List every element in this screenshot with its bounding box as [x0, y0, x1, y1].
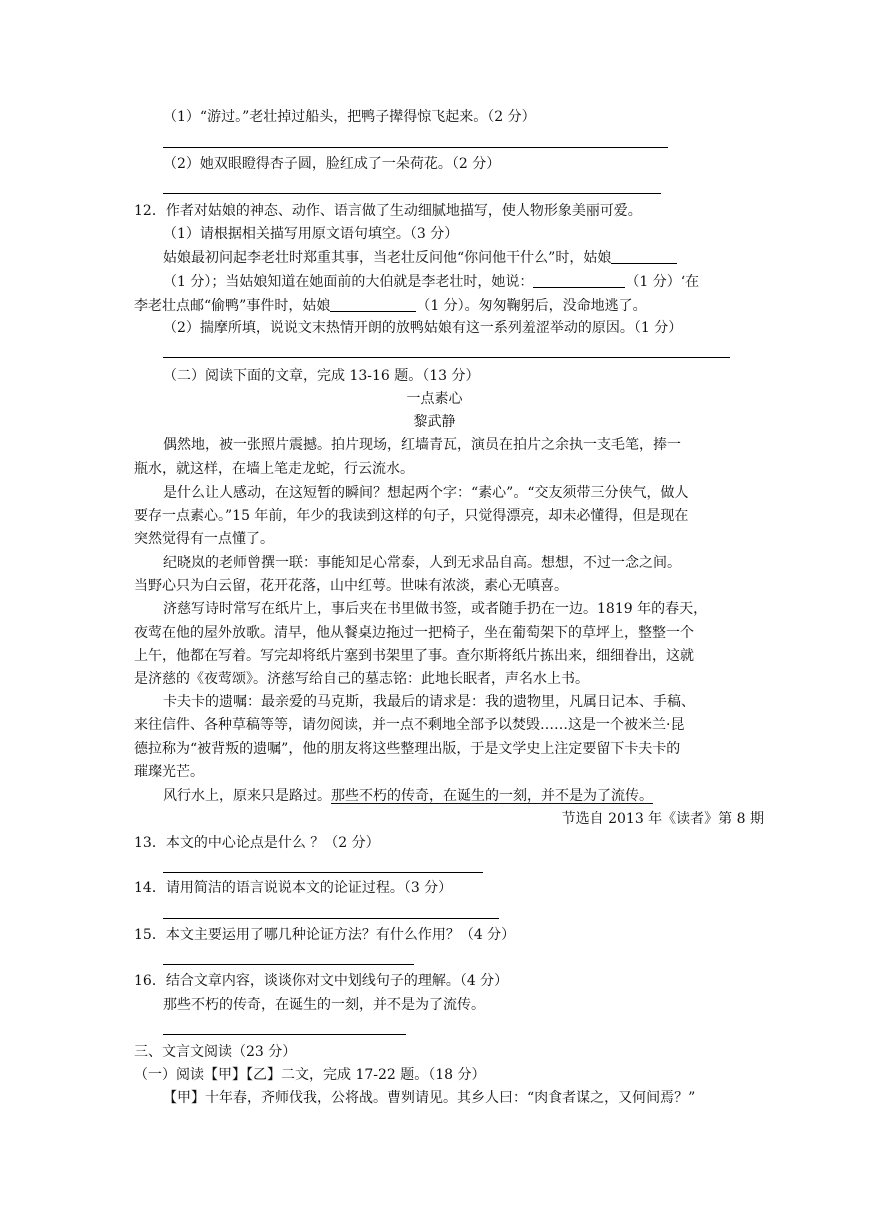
paragraph-line: 德拉称为“被背叛的遗嘱”，他的朋友将这些整理出版，于是文学史上注定要留下卡夫卡的 [134, 741, 681, 757]
section-3-1-heading: （一）阅读【甲】【乙】二文，完成 17-22 题。（18 分） [134, 1067, 486, 1083]
fill-line-b [163, 272, 699, 292]
answer-line [163, 964, 414, 965]
paragraph-line: 突然觉得有一点懂了。 [134, 531, 274, 547]
fill-blank[interactable] [330, 297, 416, 312]
fill-text: 姑娘最初问起李老壮时郑重其事，当老壮反问他“你问他干什么”时，姑娘 [163, 250, 612, 266]
fill-line-a [163, 248, 677, 268]
paragraph-line [163, 786, 653, 806]
section-3-heading: 三、文言文阅读（23 分） [134, 1044, 297, 1060]
paragraph-line: 要存一点素心。”15 年前，年少的我读到这样的句子，只觉得漂亮，却未必懂得，但是现在 [134, 508, 689, 524]
paragraph-line: 卡夫卡的遗嘱：最亲爱的马克斯，我最后的请求是：我的遗物里，凡属日记本、手稿、 [163, 694, 695, 710]
answer-line [163, 147, 668, 148]
question-13: 13．本文的中心论点是什么 ？（2 分） [134, 835, 380, 851]
question-11-2: （2）她双眼瞪得杏子圆，脸红成了一朵荷花。（2 分） [163, 156, 501, 172]
answer-line [163, 918, 499, 919]
question-14: 14．请用简洁的语言说说本文的论证过程。（3 分） [134, 880, 453, 896]
question-12-1: （1）请根据相关描写用原文语句填空。（3 分） [163, 226, 459, 242]
answer-line [163, 1034, 406, 1035]
paragraph-line: 夜莺在他的屋外放歌。清早，他从餐桌边拖过一把椅子，坐在葡萄架下的草坪上，整整一个 [134, 625, 694, 641]
paragraph-line: 是什么让人感动，在这短暂的瞬间？想起两个字：“素心”。“交友须带三分侠气，做人 [163, 485, 689, 501]
article-source: 节选自 2013 年《读者》第 8 期 [561, 811, 764, 827]
fill-blank[interactable] [533, 273, 625, 288]
article-author: 黎武静 [413, 414, 456, 430]
question-15: 15．本文主要运用了哪几种论证方法？有什么作用？（4 分） [134, 927, 516, 943]
fill-line-c [134, 296, 647, 316]
paragraph-line: 偶然地，被一张照片震撼。拍片现场，红墙青瓦，演员在拍片之余执一支毛笔，捧一 [163, 437, 681, 453]
question-12-2: （2）揣摩所填，说说文末热情开朗的放鸭姑娘有这一系列羞涩举动的原因。（1 分） [163, 320, 683, 336]
paragraph-line: 纪晓岚的老师曾撰一联：事能知足心常泰，人到无求品自高。想想，不过一念之间。 [163, 555, 681, 571]
answer-line [163, 357, 730, 358]
fill-blank[interactable] [611, 249, 677, 264]
answer-line [163, 872, 483, 873]
paragraph-text: 风行水上，原来只是路过。 [163, 788, 331, 804]
section-2-heading: （二）阅读下面的文章，完成 13-16 题。（13 分） [163, 368, 480, 384]
paragraph-line: 璀璨光芒。 [134, 764, 204, 780]
question-12: 12．作者对姑娘的神态、动作、语言做了生动细腻地描写，使人物形象美丽可爱。 [134, 203, 642, 219]
paragraph-line: 瓶水，就这样，在墙上笔走龙蛇，行云流水。 [134, 461, 414, 477]
underlined-sentence: 那些不朽的传奇，在诞生的一刻，并不是为了流传。 [331, 788, 653, 804]
fill-text: 李老壮点邮“偷鸭”事件时，姑娘 [134, 298, 331, 314]
answer-line [163, 193, 661, 194]
fill-text: （1 分）‘在 [625, 274, 700, 290]
text-jia: 【甲】十年春，齐师伐我，公将战。曹刿请见。其乡人曰：“肉食者谋之，又何间焉？” [163, 1090, 696, 1106]
question-16-quote: 那些不朽的传奇，在诞生的一刻，并不是为了流传。 [163, 997, 485, 1013]
fill-text: （1 分）；当姑娘知道在她面前的大伯就是李老壮时，她说： [163, 274, 534, 290]
paragraph-line: 是济慈的《夜莺颂》。济慈写给自己的墓志铭：此地长眠者，声名水上书。 [134, 671, 589, 687]
paragraph-line: 当野心只为白云留，花开花落，山中红萼。世味有浓淡，素心无嗔喜。 [134, 578, 568, 594]
paragraph-line: 上午，他都在写着。写完却将纸片塞到书架里了事。查尔斯将纸片拣出来，细细眷出，这就 [134, 648, 694, 664]
fill-text: （1 分）。匆匆鞠躬后，没命地逃了。 [416, 298, 647, 314]
paragraph-line: 济慈写诗时常写在纸片上，事后夹在书里做书签，或者随手扔在一边。1819 年的春天， [163, 601, 708, 617]
question-11-1: （1）“游过。”老壮掉过船头，把鸭子撵得惊飞起来。（2 分） [163, 109, 536, 125]
article-title: 一点素心 [406, 391, 463, 407]
question-16: 16．结合文章内容，谈谈你对文中划线句子的理解。（4 分） [134, 973, 509, 989]
paragraph-line: 来往信件、各种草稿等等，请勿阅读，并一点不剩地全部予以焚毁……这是一个被米兰·昆 [134, 717, 685, 733]
